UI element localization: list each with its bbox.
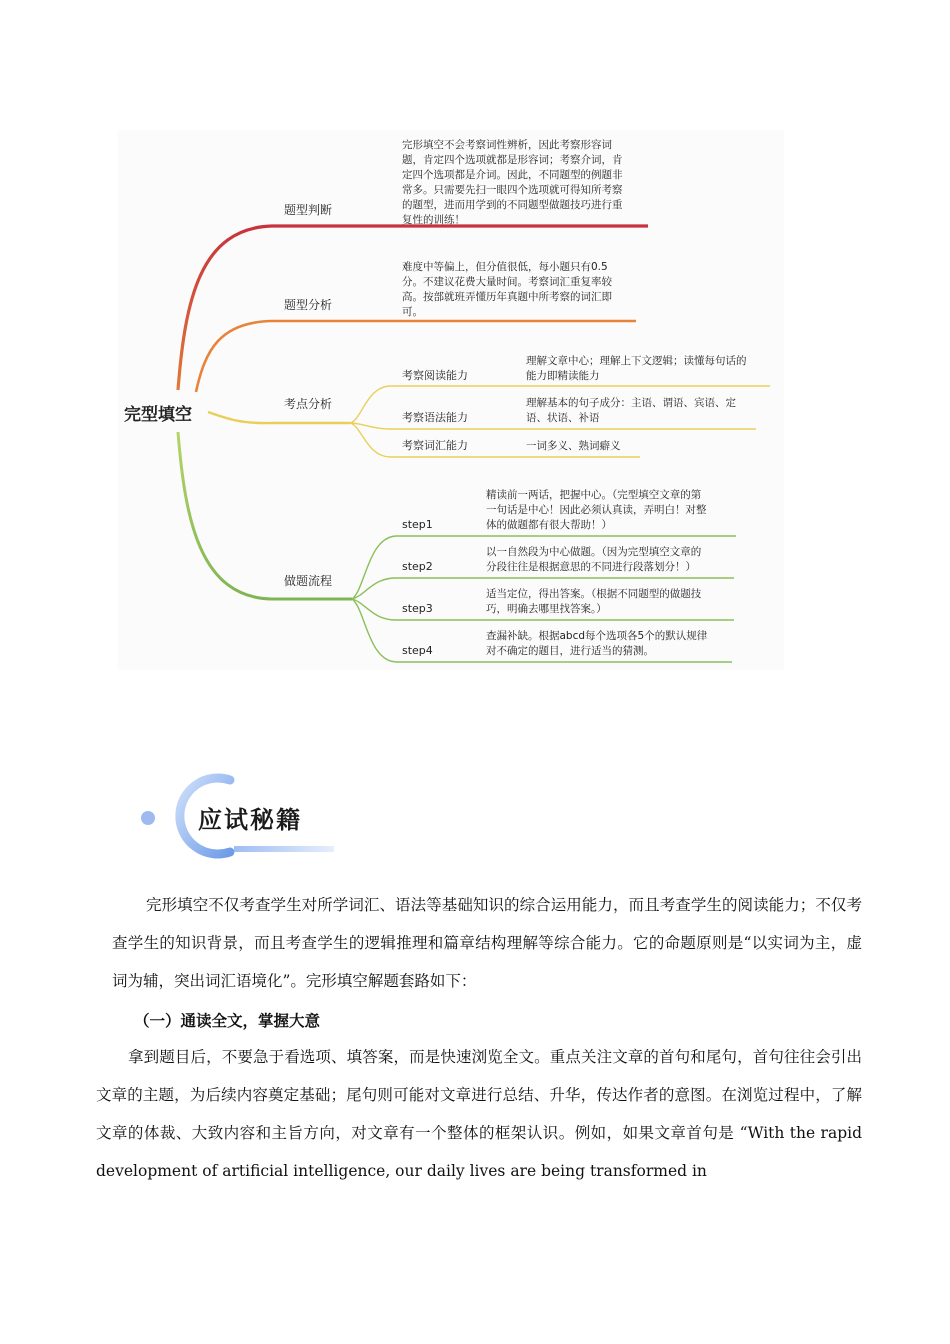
branch-desc-line: 常多。只需要先扫一眼四个选项就可得知所考察 [402, 184, 623, 196]
branch-desc-line: 分。不建议花费大量时间。考察词汇重复率较 [402, 276, 612, 288]
step-desc-line: 对不确定的题目，进行适当的猜测。 [486, 645, 654, 657]
branch-desc-line: 高。按部就班弄懂历年真题中所考察的词汇即 [402, 291, 612, 303]
step-desc-line: 适当定位，得出答案。（根据不同题型的做题技 [486, 588, 702, 600]
branch-desc-line: 的题型，进而用学到的不同题型做题技巧进行重 [402, 199, 623, 211]
step-desc-line: 巧，明确去哪里找答案。） [486, 603, 607, 615]
intro-paragraph: 完形填空不仅考查学生对所学词汇、语法等基础知识的综合运用能力，而且考查学生的阅读能力；不仅考查学生的知识背景，而且考查学生的逻辑推理和篇章结构理解等综合能力。它的命题原则是“以实词为主，虚词为辅，突出词汇语境化”。完形填空解题套路如下： [112, 896, 862, 990]
step-label: step3 [402, 602, 433, 615]
step-desc-line: 查漏补缺。根据abcd每个选项各5个的默认规律 [486, 630, 708, 642]
step-desc-line: 体的做题都有很大帮助！） [486, 519, 612, 531]
branch-desc-line: 完形填空不会考察词性辨析，因此考察形容词 [402, 139, 612, 151]
sub-label: 考察语法能力 [402, 411, 468, 424]
sub-label: 考察词汇能力 [402, 439, 468, 452]
branch-desc-line: 难度中等偏上，但分值很低，每小题只有0.5 [402, 261, 608, 273]
sub-desc-line: 一词多义、熟词癖义 [526, 440, 621, 452]
step-desc-line: 一句话是中心！因此必须认真读，弄明白！对整 [486, 504, 707, 516]
sub-desc-line: 语、状语、补语 [526, 412, 600, 424]
sub-desc-line: 理解基本的句子成分：主语、谓语、宾语、定 [526, 397, 736, 409]
step-label: step4 [402, 644, 433, 657]
step-label: step1 [402, 518, 433, 531]
branch-desc-line: 可。 [402, 306, 423, 318]
branch-label: 题型判断 [284, 203, 333, 217]
subheading: （一）通读全文，掌握大意 [134, 1012, 321, 1030]
branch-desc-line: 定四个选项都是介词。因此，不同题型的例题非 [402, 169, 623, 181]
branch-label: 考点分析 [284, 397, 333, 411]
body-paragraph: 拿到题目后，不要急于看选项、填答案，而是快速浏览全文。重点关注文章的首句和尾句，首句往往会引出文章的主题，为后续内容奠定基础；尾句则可能对文章进行总结、升华，传达作者的意图。在浏览过程中，了解文章的体裁、大致内容和主旨方向，对文章有一个整体的框架认识。例如，如果文章首句是 “With the rapid development of artificial intelligence, our daily lives are being transformed in [96, 1048, 862, 1180]
sub-label: 考察阅读能力 [402, 369, 468, 382]
step-desc-line: 分段往往是根据意思的不同进行段落划分！） [486, 561, 696, 573]
sub-desc-line: 能力即精读能力 [526, 370, 600, 382]
branch-label: 题型分析 [284, 298, 333, 312]
section-title: 应试秘籍 [198, 806, 302, 834]
mindmap-root: 完型填空 [124, 405, 192, 425]
branch-label: 做题流程 [284, 574, 333, 588]
step-desc-line: 精读前一两话，把握中心。（完型填空文章的第 [486, 489, 702, 501]
step-desc-line: 以一自然段为中心做题。（因为完型填空文章的 [486, 546, 702, 558]
sub-desc-line: 理解文章中心；理解上下文逻辑；读懂每句话的 [526, 355, 747, 367]
branch-desc-line: 复性的训练！ [402, 214, 465, 226]
step-label: step2 [402, 560, 433, 573]
branch-desc-line: 题，肯定四个选项就都是形容词；考察介词，肯 [402, 154, 623, 166]
